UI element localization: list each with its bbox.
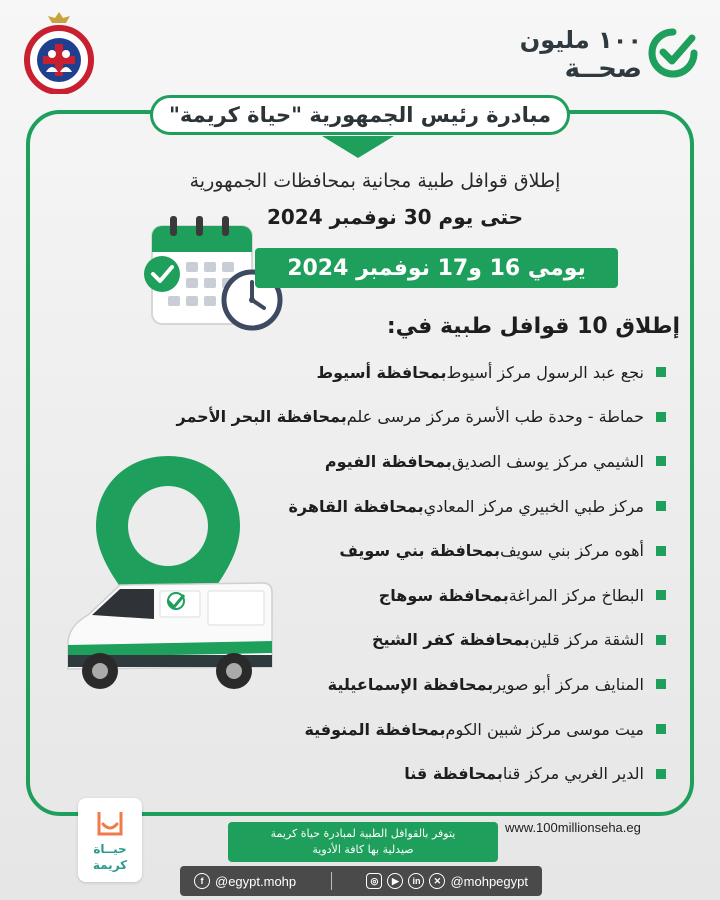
list-item: الدير الغربي مركز قنا بمحافظة قنا [110,751,666,796]
facebook-handle[interactable]: @egypt.mohp [215,873,297,889]
hayah-karima-mark-icon [95,808,125,838]
subtitle: إطلاق قوافل طبية مجانية بمحافظات الجمهورية [189,170,561,192]
date-bar: يومي 16 و17 نوفمبر 2024 [255,248,618,288]
brand-top-text: ١٠٠ مليون [519,26,642,54]
list-item: أهوه مركز بني سويف بمحافظة بني سويف [110,528,666,573]
x-icon[interactable]: ✕ [429,873,445,889]
ministry-logo-icon [22,10,96,94]
list-item: المنايف مركز أبو صوير بمحافظة الإسماعيلية [110,662,666,707]
hk-line2: كريمة [92,858,128,872]
list-item: الشيمي مركز يوسف الصديق بمحافظة الفيوم [110,439,666,484]
launch-heading: إطلاق 10 قوافل طبية في: [386,314,680,339]
list-item: نجع عبد الرسول مركز أسيوط بمحافظة أسيوط [110,350,666,395]
website-link[interactable]: www.100millionseha.eg [505,820,641,835]
page-title: مبادرة رئيس الجمهورية "حياة كريمة" [150,95,570,135]
list-item: حماطة - وحدة طب الأسرة مركز مرسى علم بمحافظة البحر الأحمر [110,395,666,440]
brand-logo [519,22,698,86]
list-item: ميت موسى مركز شبين الكوم بمحافظة المنوفية [110,707,666,752]
brand-bottom-text: صحــة [564,54,642,84]
facebook-group[interactable] [194,873,296,889]
social-handle[interactable]: @mohpegypt [450,873,528,889]
until-date: حتى يوم 30 نوفمبر 2024 [266,205,524,229]
bullet [656,546,666,556]
bullet [656,456,666,466]
footer-note [228,822,498,862]
bullet [656,590,666,600]
hayah-karima-logo [78,798,142,882]
check-icon [648,28,698,78]
footer-note-line1: يتوفر بالقوافل الطبية لمبادرة حياة كريمة [270,827,456,840]
bullet [656,412,666,422]
linkedin-icon[interactable]: in [408,873,424,889]
instagram-icon[interactable]: ◎ [366,873,382,889]
list-item: مركز طبي الخبيري مركز المعادي بمحافظة القاهرة [110,484,666,529]
facebook-icon[interactable]: f [194,873,210,889]
divider [331,872,332,890]
bullet [656,501,666,511]
hk-line1: حيــاة [93,842,127,856]
footer-note-line2: صيدلية بها كافة الأدوية [312,843,414,856]
bullet [656,724,666,734]
bullet [656,769,666,779]
bullet [656,367,666,377]
social-icons-group [366,873,528,889]
social-bar [180,866,542,896]
list-item: البطاخ مركز المراغة بمحافظة سوهاج [110,573,666,618]
bullet [656,635,666,645]
bullet [656,679,666,689]
youtube-icon[interactable]: ▶ [387,873,403,889]
banner-notch [322,136,394,158]
caravan-list [110,350,666,796]
list-item: الشقة مركز قلين بمحافظة كفر الشيخ [110,618,666,663]
